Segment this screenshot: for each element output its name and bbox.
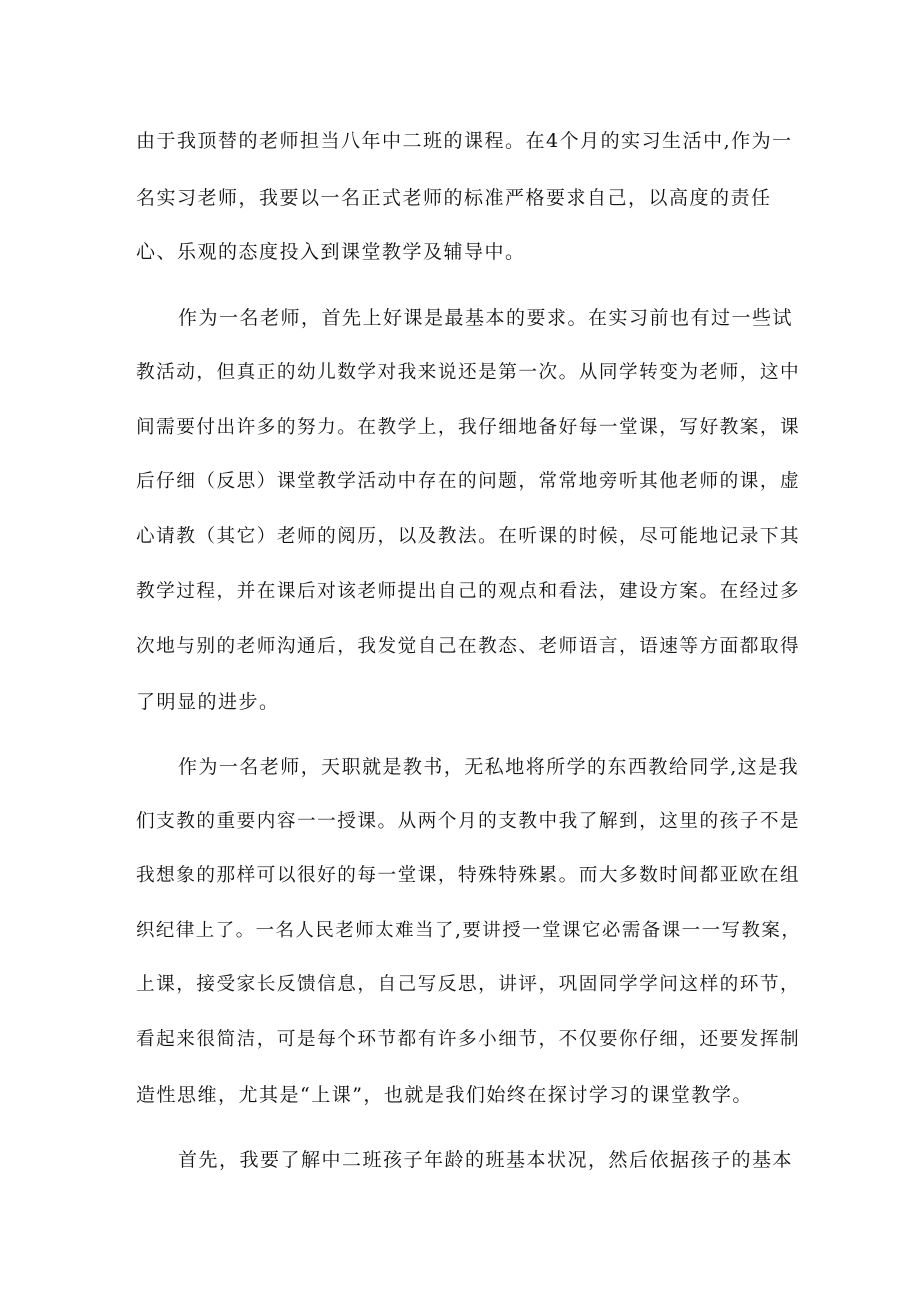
text-line: 作为一名老师，天职就是教书，无私地将所学的东西教给同学,这是我 — [178, 756, 800, 778]
text-line: 教学过程，并在课后对该老师提出自己的观点和看法，建设方案。在经过多 — [136, 581, 801, 602]
text-line: 间需要付出许多的努力。在教学上，我仔细地备好每一堂课，写好教案，课 — [136, 417, 801, 438]
text-line: 由于我顶替的老师担当八年中二班的课程。在4个月的实习生活中,作为一 — [136, 130, 793, 152]
text-line: 们支教的重要内容一一授课。从两个月的支教中我了解到，这里的孩子不是 — [136, 811, 801, 832]
text-line: 教活动，但真正的幼儿数学对我来说还是第一次。从同学转变为老师，这中 — [136, 362, 801, 383]
text-line: 看起来很简洁，可是每个环节都有许多小细节，不仅要你仔细，还要发挥制 — [136, 1029, 801, 1050]
text-line: 心请教（其它）老师的阅历，以及教法。在听课的时候，尽可能地记录下其 — [136, 526, 801, 547]
text-line: 我想象的那样可以很好的每一堂课，特殊特殊累。而大多数时间都亚欧在组 — [136, 865, 801, 886]
text-line: 上课，接受家长反馈信息，自己写反思，讲评，巩固同学学问这样的环节， — [136, 974, 801, 995]
text-line: 次地与别的老师沟通后，我发觉自己在教态、老师语言，语速等方面都取得 — [136, 636, 801, 657]
text-line: 心、乐观的态度投入到课堂教学及辅导中。 — [136, 241, 526, 263]
text-line: 后仔细（反思）课堂教学活动中存在的问题，常常地旁听其他老师的课，虚 — [136, 471, 801, 492]
text-line: 首先，我要了解中二班孩子年龄的班基本状况，然后依据孩子的基本 — [178, 1149, 794, 1171]
text-line: 织纪律上了。一名人民老师太难当了,要讲授一堂课它必需备课一一写教案， — [136, 920, 802, 941]
text-line: 名实习老师，我要以一名正式老师的标准严格要求自己，以高度的责任 — [136, 187, 772, 209]
text-line: 了明显的进步。 — [136, 691, 280, 713]
text-line: 作为一名老师，首先上好课是最基本的要求。在实习前也有过一些试 — [178, 307, 794, 329]
text-line: 造性思维，尤其是“上课”，也就是我们始终在探讨学习的课堂教学。 — [136, 1084, 753, 1106]
